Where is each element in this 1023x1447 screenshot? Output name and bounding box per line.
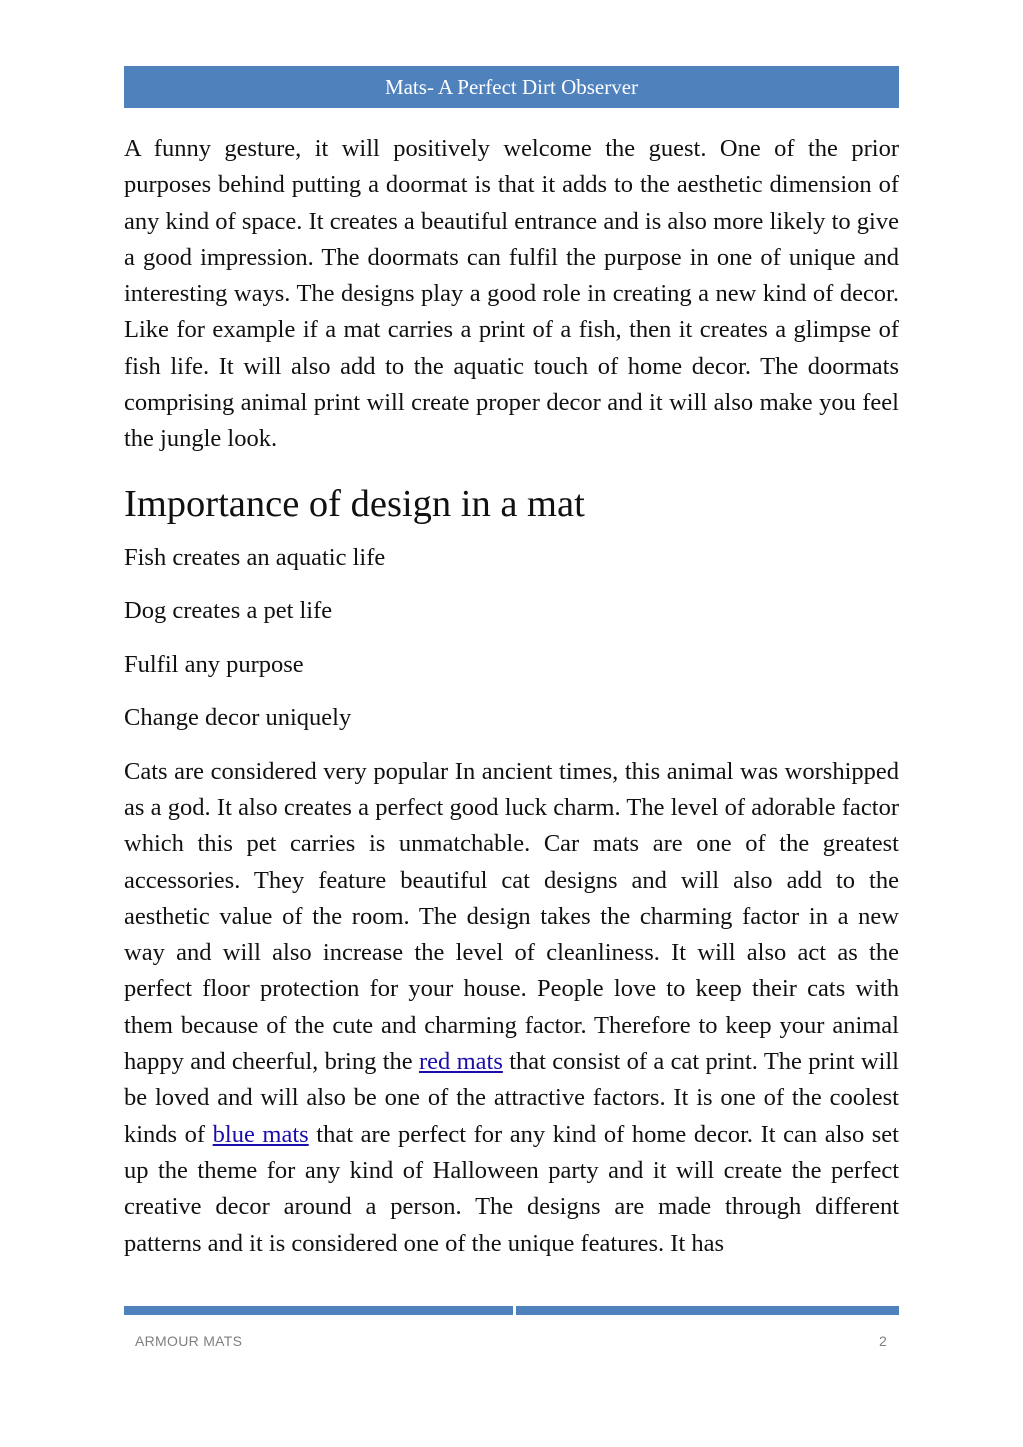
paragraph-text: that consist of a cat print. The print will be loved and will also be one of the attractive factors. It is one of the coolest kinds of: [124, 1048, 899, 1148]
list-item: Dog creates a pet life: [124, 597, 333, 625]
page-content: [124, 131, 899, 1262]
footer-company-name: ARMOUR MATS: [135, 1333, 243, 1349]
red-mats-link[interactable]: red mats: [418, 1048, 503, 1076]
footer-divider: [124, 1306, 899, 1315]
list-item: Fulfil any purpose: [124, 650, 304, 678]
section-heading: Importance of design in a mat: [124, 482, 585, 525]
footer-divider-gap: [513, 1306, 516, 1315]
cats-paragraph: [124, 754, 899, 1262]
blue-mats-link[interactable]: blue mats: [212, 1120, 309, 1148]
list-item: Change decor uniquely: [124, 704, 352, 732]
running-header: [124, 66, 899, 108]
intro-paragraph: A funny gesture, it will positively welcome the guest. One of the prior purposes behind putting a doormat is that it adds to the aesthetic dimension of any kind of space. It creates a beautiful entrance and is also more likely to give a good impression. The doormats can fulfil the purpose in one of unique and interesting ways. The designs play a good role in creating a new kind of decor. Like for example if a mat carries a print of a fish, then it creates a glimpse of fish life. It will also add to the aquatic touch of home decor. The doormats comprising animal print will create proper decor and it will also make you feel the jungle look.: [124, 135, 899, 453]
page-number: 2: [879, 1333, 887, 1349]
paragraph-text: Cats are considered very popular In ancient times, this animal was worshipped as a god. It also creates a perfect good luck charm. The level of adorable factor which this pet carries is unmatchable. Car mats are one of the greatest accessories. They feature beautiful cat designs and will also add to the aesthetic value of the room. The design takes the charming factor in a new way and will also increase the level of cleanliness. It will also act as the perfect floor protection for your house. People love to keep their cats with them because of the cute and charming factor. Therefore to keep your animal happy and cheerful, bring the: [124, 757, 899, 1076]
list-item: Fish creates an aquatic life: [124, 543, 386, 571]
paragraph-text: that are perfect for any kind of home decor. It can also set up the theme for any kind of Halloween party and it will create the perfect creative decor around a person. The designs are made through different patterns and it is considered one of the unique features. It has: [124, 1120, 899, 1257]
header-title: Mats- A Perfect Dirt Observer: [384, 75, 639, 99]
design-points-list: [124, 540, 899, 737]
